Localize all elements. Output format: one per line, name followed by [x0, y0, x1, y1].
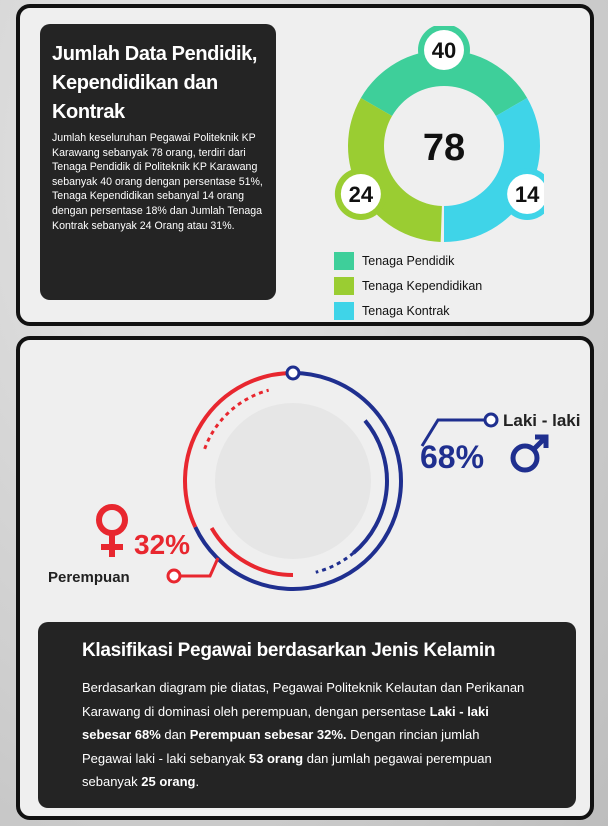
female-count-highlight: 25 orang	[141, 774, 196, 789]
legend-swatch-kontrak	[334, 302, 354, 320]
legend-label-pendidik: Tenaga Pendidik	[362, 253, 455, 268]
male-percent-highlight: Laki - laki sebesar 68%	[82, 703, 489, 742]
female-leader-dot	[168, 570, 180, 582]
gender-center-disc	[215, 403, 371, 559]
donut-value-label-kontrak: 14	[514, 182, 540, 207]
donut-total-label: 78	[422, 127, 466, 169]
gender-chart	[40, 360, 580, 610]
staff-legend	[334, 248, 482, 323]
legend-label-kependidikan: Tenaga Kependidikan	[362, 278, 483, 293]
legend-item-pendidik	[334, 248, 482, 273]
donut-value-label-pendidik: 40	[431, 38, 457, 63]
female-percent: 32%	[134, 529, 191, 560]
staff-description: Jumlah keseluruhan Pegawai Politeknik KP Karawang sebanyak 78 orang, terdiri dari Tenaga Pendidik di Politeknik KP Karawang sebanyak 40 orang dengan persentase 51%, Tenaga Kependidikan sebanyal 14 orang dengan persentase 18% dan Jumlah Tenaga Kontrak sebanyak 24 Orang atau 31%.	[52, 132, 263, 232]
female-leader-line	[180, 558, 218, 576]
classification-title: Klasifikasi Pegawai berdasarkan Jenis Kelamin	[82, 640, 496, 661]
male-label: Laki - laki	[503, 411, 580, 430]
legend-swatch-kependidikan	[334, 277, 354, 295]
male-dashed-arc	[316, 553, 354, 572]
ring-top-marker	[287, 367, 299, 379]
legend-item-kontrak	[334, 298, 482, 323]
male-leader-dot	[485, 414, 497, 426]
female-label: Perempuan	[48, 569, 130, 586]
female-percent-highlight: Perempuan sebesar 32%.	[189, 727, 347, 742]
classification-text	[82, 676, 532, 794]
male-symbol-icon	[513, 437, 546, 470]
staff-donut-chart	[314, 26, 544, 248]
staff-card	[16, 4, 594, 326]
classification-box	[38, 622, 576, 808]
gender-card	[16, 336, 594, 820]
staff-title: Jumlah Data Pendidik, Kependidikan dan Kontrak	[52, 43, 257, 123]
legend-label-kontrak: Tenaga Kontrak	[362, 303, 450, 318]
male-count-highlight: 53 orang	[248, 750, 304, 766]
classification-text-part: Dengan rincian jumlah Pegawai laki - laki sebanyak	[82, 727, 480, 766]
classification-text-part: .	[195, 774, 200, 789]
male-percent: 68%	[420, 439, 485, 475]
donut-value-label-kependidikan: 24	[348, 182, 374, 207]
legend-item-kependidikan	[334, 273, 482, 298]
classification-text-part: dan jumlah pegawai perempuan sebanyak	[82, 750, 492, 789]
classification-text-part: Berdasarkan diagram pie diatas, Pegawai Politeknik Kelautan dan Perikanan Karawang di dominasi oleh perempuan, dengan persentase	[82, 680, 525, 719]
female-symbol-icon	[99, 507, 125, 557]
classification-text-part: dan	[160, 727, 190, 742]
staff-info-box	[40, 24, 276, 300]
legend-swatch-pendidik	[334, 252, 354, 270]
